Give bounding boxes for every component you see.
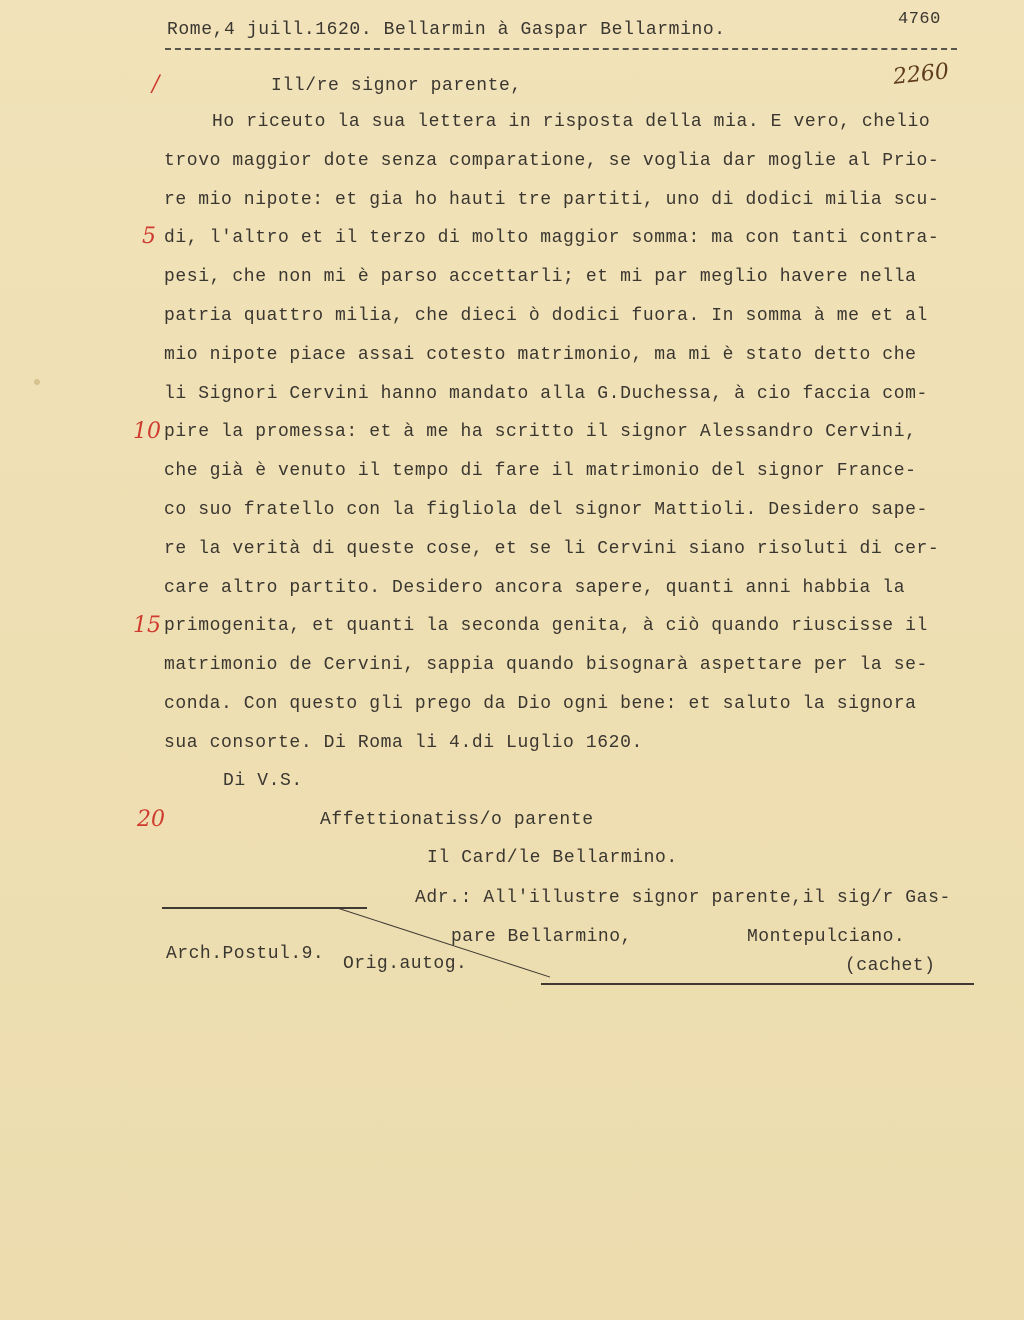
body-line: re mio nipote: et gia ho hauti tre partiti, uno di dodici milia scu- [164, 189, 940, 210]
archive-reference: Arch.Postul.9. [166, 944, 325, 964]
letter-body [164, 112, 939, 772]
body-line: conda. Con questo gli prego da Dio ogni bene: et saluto la signora [164, 693, 917, 714]
body-line: di, l'altro et il terzo di molto maggior somma: ma con tanti contra- [164, 228, 940, 249]
body-line: patria quattro milia, che dieci ò dodici fuora. In somma à me et al [164, 305, 928, 326]
margin-mark-20: 20 [137, 807, 165, 832]
body-line: care altro partito. Desidero ancora sapere, quanti anni habbia la [164, 577, 906, 598]
paper-speck [34, 379, 40, 385]
address-line: Adr.: All'illustre signor parente,il sig/r Gas- [415, 888, 951, 908]
closing-salute: Di V.S. [223, 771, 303, 791]
handwritten-folio-number: 2260 [891, 59, 951, 90]
margin-mark-start: / [152, 72, 160, 97]
body-line: Ho riceuto la sua lettera in risposta della mia. E vero, chelio [212, 112, 931, 132]
signature: Il Card/le Bellarmino. [427, 848, 678, 868]
seal-note: (cachet) [845, 956, 936, 976]
address-place: Montepulciano. [747, 927, 906, 947]
letter-salutation: Ill/re signor parente, [271, 76, 522, 96]
body-line: primogenita, et quanti la seconda genita, à ciò quando riuscisse il [164, 616, 928, 637]
page-number: 4760 [898, 10, 941, 29]
body-line: trovo maggior dote senza comparatione, se voglia dar moglie al Prio- [164, 150, 940, 171]
address-name: pare Bellarmino, [451, 927, 632, 947]
closing-phrase: Affettionatiss/o parente [320, 810, 594, 830]
margin-mark-10: 10 [133, 419, 161, 444]
body-line: pesi, che non mi è parso accettarli; et mi par meglio havere nella [164, 267, 917, 288]
margin-mark-15: 15 [133, 613, 161, 638]
original-type: Orig.autog. [343, 954, 468, 974]
document-header: Rome,4 juill.1620. Bellarmin à Gaspar Bellarmino. [167, 20, 726, 40]
body-line: sua consorte. Di Roma li 4.di Luglio 1620. [164, 732, 643, 753]
footer-rule-left [162, 907, 367, 909]
body-line: co suo fratello con la figliola del signor Mattioli. Desidero sape- [164, 499, 928, 520]
body-line: matrimonio de Cervini, sappia quando bisognarà aspettare per la se- [164, 655, 928, 676]
margin-mark-5: 5 [142, 224, 156, 249]
header-divider [165, 48, 957, 50]
body-line: pire la promessa: et à me ha scritto il signor Alessandro Cervini, [164, 422, 917, 443]
footer-rule-right [541, 983, 974, 985]
body-line: mio nipote piace assai cotesto matrimonio, ma mi è stato detto che [164, 344, 917, 365]
body-line: re la verità di queste cose, et se li Cervini siano risoluti di cer- [164, 538, 940, 559]
body-line: che già è venuto il tempo di fare il matrimonio del signor France- [164, 461, 917, 482]
body-line: li Signori Cervini hanno mandato alla G.Duchessa, à cio faccia com- [164, 383, 928, 404]
